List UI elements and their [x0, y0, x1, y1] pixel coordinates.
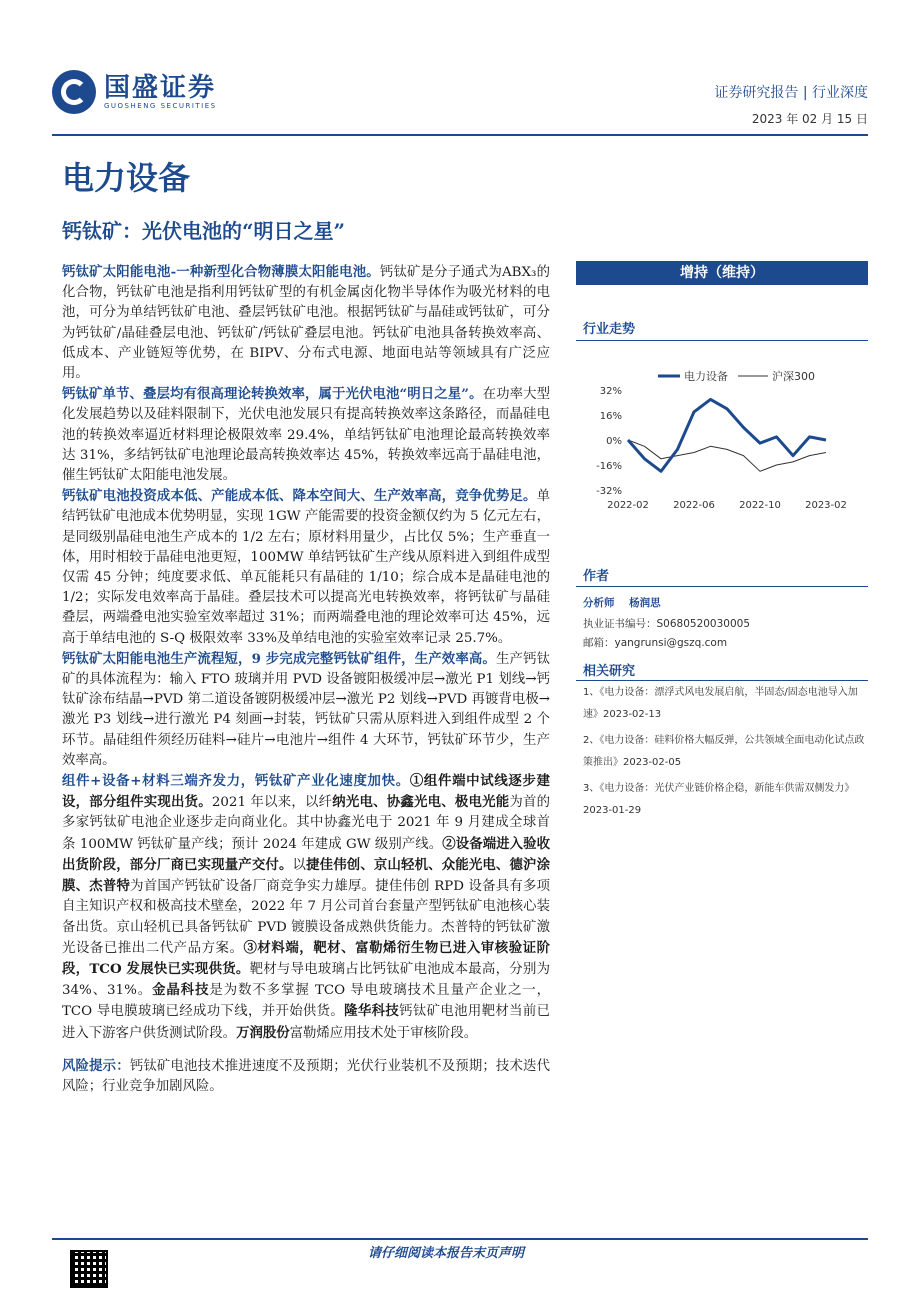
paragraph-1: 钙钛矿太阳能电池-一种新型化合物薄膜太阳能电池。钙钛矿是分子通式为ABX₃的化合物，钙钛矿电池是指利用钙钛矿型的有机金属卤化物半导体作为吸光材料的电池，可分为单结钙钛矿电池、叠层钙钛矿电池。根据钙钛矿与晶硅或钙钛矿，可分为钙钛矿/晶硅叠层电池、钙钛矿/钙钛矿叠层电池。钙钛矿电池具备转换效率高、低成本、产业链短等优势，在 BIPV、分布式电源、地面电站等领域具有广泛应用。 [62, 264, 550, 382]
trend-chart [576, 364, 868, 514]
x-tick-label: 2022-10 [739, 500, 781, 511]
report-type: 证券研究报告 | 行业深度 [714, 85, 868, 101]
cert-number: 执业证书编号：S0680520030005 [583, 618, 751, 630]
paragraph-5: 组件+设备+材料三端齐发力，钙钛矿产业化速度加快。①组件端中试线逐步建设，部分组件实现出货。2021 年以来，以纤纳光电、协鑫光电、极电光能为首的多家钙钛矿电池企业逐步走向商业化。其中协鑫光电于 2021 年 9 月建成全球首条 100MW 钙钛矿量产线；预计 2024 年建成 GW 级别产线。②设备端进入验收出货阶段，部分厂商已实现量产交付。以捷佳伟创、京山轻机、众能光电、德沪涂膜、杰普特为首国产钙钛矿设备厂商竞争实力雄厚。捷佳伟创 RPD 设备具有多项自主知识产权和极高技术壁垒，2022 年 7 月公司首台套量产型钙钛矿电池核心装备出货。京山轻机已具备钙钛矿 PVD 镀膜设备成熟供货能力。杰普特的钙钛矿激光设备已推出二代产品方案。③材料端，靶材、富勒烯衍生物已进入审核验证阶段，TCO 发展快已实现供货。靶材与导电玻璃占比钙钛矿电池成本最高，分别为 34%、31%。金晶科技是为数不多掌握 TCO 导电玻璃技术且量产企业之一，TCO 导电膜玻璃已经成功下线，并开始供货。隆华科技钙钛矿电池用靶材当前已进入下游客户供货测试阶段。万润股份富勒烯应用技术处于审核阶段。 [62, 773, 551, 1041]
related-item[interactable]: 3、《电力设备：光伏产业链价格企稳，新能车供需双侧发力》2023-01-29 [583, 783, 855, 816]
trend-divider [576, 340, 868, 341]
report-date: 2023 年 02 月 15 日 [751, 112, 868, 126]
rating-badge: 增持（维持） [576, 261, 868, 285]
related-divider [576, 680, 868, 681]
related-item[interactable]: 1、《电力设备：漂浮式风电发展启航，半固态/固态电池导入加速》2023-02-13 [583, 687, 858, 720]
paragraph-4: 钙钛矿太阳能电池生产流程短，9 步完成完整钙钛矿组件，生产效率高。生产钙钛矿的具体流程为：输入 FTO 玻璃并用 PVD 设备镀阳极缓冲层→激光 P1 划线→钙钛矿涂布结晶→PVD 第二道设备镀阴极缓冲层→激光 P2 划线→PVD 再镀背电极→激光 P3 划线→进行激光 P4 刻画→封装，钙钛矿只需从原料进入到组件成型 2 个环节。晶硅组件须经历硅料→硅片→电池片→组件 4 大环节，钙钛矿环节少，生产效率高。 [62, 650, 551, 768]
related-item[interactable]: 2、《电力设备：硅料价格大幅反弹，公共领域全面电动化试点政策推出》2023-02-05 [583, 735, 865, 768]
trend-title: 行业走势 [583, 322, 636, 337]
industry-title: 电力设备 [62, 159, 191, 197]
footer-disclaimer: 请仔细阅读本报告末页声明 [368, 1246, 525, 1261]
report-headline: 钙钛矿：光伏电池的“明日之星” [62, 219, 346, 243]
logo-subtitle: GUOSHENG SECURITIES [104, 102, 217, 110]
x-tick-label: 2023-02 [805, 500, 847, 511]
analyst: 分析师 杨润思 [583, 597, 661, 609]
related-list [583, 682, 868, 826]
y-tick-label: 32% [599, 386, 622, 397]
author-title: 作者 [583, 569, 610, 584]
x-tick-label: 2022-02 [607, 500, 649, 511]
qr-code-icon [70, 1250, 108, 1288]
footer-divider [52, 1238, 868, 1240]
y-tick-label: -16% [596, 461, 622, 472]
related-title: 相关研究 [583, 664, 636, 679]
series-line-index [628, 440, 826, 471]
analyst-email[interactable]: 邮箱：yangrunsi@gszq.com [583, 637, 728, 649]
legend-label-index: 沪深300 [772, 370, 815, 383]
risk-warning: 风险提示：钙钛矿电池技术推进速度不及预期；光伏行业装机不及预期；技术迭代风险；行业竞争加剧风险。 [62, 1057, 551, 1094]
header-divider [52, 134, 868, 136]
y-tick-label: -32% [596, 486, 622, 497]
y-tick-label: 16% [599, 411, 622, 422]
x-tick-label: 2022-06 [673, 500, 715, 511]
analyst-name: 杨润思 [629, 597, 661, 609]
report-meta [714, 82, 868, 127]
paragraph-2: 钙钛矿单节、叠层均有很高理论转换效率，属于光伏电池“明日之星”。在功率大型化发展趋势以及硅料限制下，光伏电池发展只有提高转换效率这条路径，而晶硅电池的转换效率逼近材料理论极限效率 29.4%，单结钙钛矿电池理论最高转换效率达 31%，多结钙钛矿电池理论最高转换效率达 45%，转换效率远高于晶硅电池，催生钙钛矿太阳能电池发展。 [62, 386, 550, 484]
logo-icon [52, 70, 96, 114]
report-body [62, 262, 550, 1097]
logo-name: 国盛证券 [104, 73, 217, 103]
legend-label-sector: 电力设备 [684, 370, 728, 383]
company-logo [52, 70, 217, 114]
author-divider [576, 586, 868, 587]
paragraph-3: 钙钛矿电池投资成本低、产能成本低、降本空间大、生产效率高，竞争优势足。单结钙钛矿电池成本优势明显，实现 1GW 产能需要的投资金额仅约为 5 亿元左右，是同级别晶硅电池生产成本的 1/2 左右；原材料用量少，占比仅 5%；生产垂直一体，用时相较于晶硅电池更短，100MW 单结钙钛矿生产线从原料进入到组件成型仅需 45 分钟；纯度要求低、单瓦能耗只有晶硅的 1/10；综合成本是晶硅电池的 1/2；实际发电效率高于晶硅。叠层技术可以提高光电转换效率，将钙钛矿与晶硅叠层，两端叠电池实验室效率超过 31%；而两端叠电池的理论效率可达 45%，远高于单结电池的 S-Q 极限效率 33%及单结电池的实验室效率记录 25.7%。 [62, 488, 550, 646]
y-tick-label: 0% [606, 436, 622, 447]
